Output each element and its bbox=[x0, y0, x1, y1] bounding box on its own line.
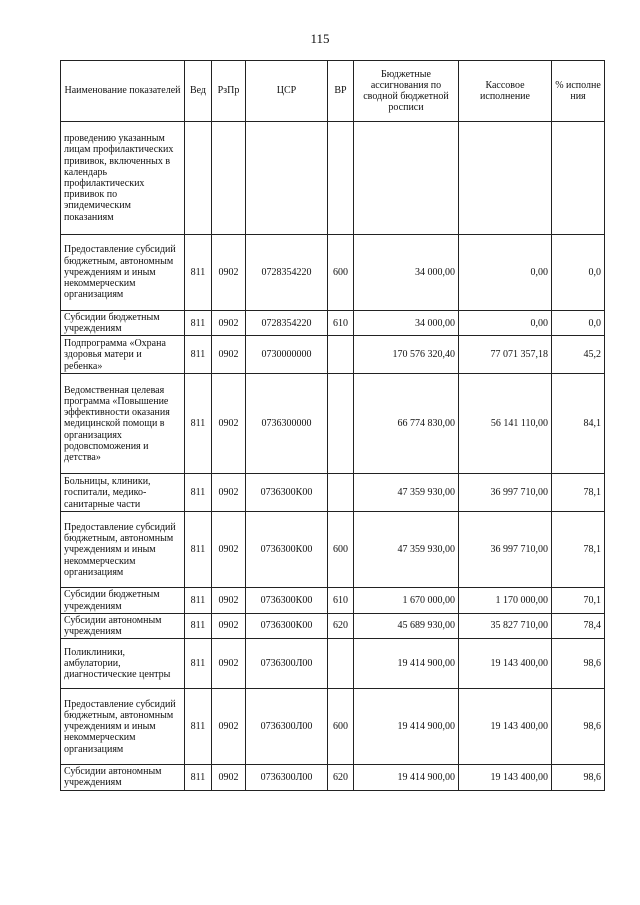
row-rzpr: 0902 bbox=[212, 512, 246, 588]
row-rzpr: 0902 bbox=[212, 235, 246, 311]
row-budget: 19 414 900,00 bbox=[354, 639, 459, 689]
row-percent: 78,1 bbox=[552, 474, 605, 512]
table-row bbox=[61, 122, 605, 235]
row-budget: 19 414 900,00 bbox=[354, 689, 459, 765]
row-csr: 0728354220 bbox=[246, 235, 328, 311]
row-vr: 620 bbox=[328, 613, 354, 638]
row-budget: 45 689 930,00 bbox=[354, 613, 459, 638]
row-percent: 78,1 bbox=[552, 512, 605, 588]
row-vr bbox=[328, 122, 354, 235]
row-budget: 47 359 930,00 bbox=[354, 512, 459, 588]
table-row bbox=[61, 311, 605, 336]
row-csr: 0736300К00 bbox=[246, 474, 328, 512]
row-rzpr: 0902 bbox=[212, 374, 246, 474]
row-cash: 36 997 710,00 bbox=[459, 474, 552, 512]
table-row bbox=[61, 765, 605, 790]
row-percent: 70,1 bbox=[552, 588, 605, 613]
row-rzpr: 0902 bbox=[212, 588, 246, 613]
row-ved bbox=[185, 122, 212, 235]
row-rzpr: 0902 bbox=[212, 311, 246, 336]
row-rzpr: 0902 bbox=[212, 613, 246, 638]
row-ved: 811 bbox=[185, 689, 212, 765]
row-cash: 0,00 bbox=[459, 311, 552, 336]
table-row bbox=[61, 613, 605, 638]
row-budget: 170 576 320,40 bbox=[354, 336, 459, 374]
row-vr bbox=[328, 639, 354, 689]
row-percent: 45,2 bbox=[552, 336, 605, 374]
row-cash: 19 143 400,00 bbox=[459, 689, 552, 765]
row-ved: 811 bbox=[185, 235, 212, 311]
row-name: проведению указанным лицам профилактических прививок, включенных в календарь профилактических прививок по эпидемическим показаниям bbox=[61, 122, 185, 235]
row-percent bbox=[552, 122, 605, 235]
row-csr: 0736300К00 bbox=[246, 613, 328, 638]
row-percent: 0,0 bbox=[552, 235, 605, 311]
row-rzpr: 0902 bbox=[212, 689, 246, 765]
row-budget bbox=[354, 122, 459, 235]
row-ved: 811 bbox=[185, 639, 212, 689]
row-cash: 35 827 710,00 bbox=[459, 613, 552, 638]
row-vr: 600 bbox=[328, 235, 354, 311]
row-percent: 98,6 bbox=[552, 689, 605, 765]
row-csr: 0736300Л00 bbox=[246, 639, 328, 689]
row-vr: 620 bbox=[328, 765, 354, 790]
row-cash: 19 143 400,00 bbox=[459, 639, 552, 689]
row-csr: 0736300Л00 bbox=[246, 765, 328, 790]
row-csr: 0728354220 bbox=[246, 311, 328, 336]
table-row bbox=[61, 374, 605, 474]
row-ved: 811 bbox=[185, 613, 212, 638]
header-ved: Вед bbox=[185, 61, 212, 122]
header-cash: Кассовое исполнение bbox=[459, 61, 552, 122]
header-vr: ВР bbox=[328, 61, 354, 122]
row-name: Подпрограмма «Охрана здоровья матери и ребенка» bbox=[61, 336, 185, 374]
row-ved: 811 bbox=[185, 765, 212, 790]
row-csr bbox=[246, 122, 328, 235]
row-name: Предоставление субсидий бюджетным, автономным учреждениям и иным некоммерческим организациям bbox=[61, 689, 185, 765]
table-row bbox=[61, 474, 605, 512]
table-row bbox=[61, 512, 605, 588]
row-percent: 98,6 bbox=[552, 765, 605, 790]
row-rzpr: 0902 bbox=[212, 336, 246, 374]
row-name: Предоставление субсидий бюджетным, автономным учреждениям и иным некоммерческим организациям bbox=[61, 512, 185, 588]
row-name: Предоставление субсидий бюджетным, автономным учреждениям и иным некоммерческим организациям bbox=[61, 235, 185, 311]
row-csr: 0736300Л00 bbox=[246, 689, 328, 765]
row-budget: 34 000,00 bbox=[354, 235, 459, 311]
header-name: Наименование показателей bbox=[61, 61, 185, 122]
row-name: Больницы, клиники, госпитали, медико-санитарные части bbox=[61, 474, 185, 512]
row-budget: 66 774 830,00 bbox=[354, 374, 459, 474]
row-cash: 56 141 110,00 bbox=[459, 374, 552, 474]
row-rzpr bbox=[212, 122, 246, 235]
row-budget: 1 670 000,00 bbox=[354, 588, 459, 613]
row-cash: 0,00 bbox=[459, 235, 552, 311]
table-header-row bbox=[61, 61, 605, 122]
row-budget: 19 414 900,00 bbox=[354, 765, 459, 790]
row-rzpr: 0902 bbox=[212, 765, 246, 790]
page-number: 115 bbox=[310, 31, 330, 46]
row-percent: 84,1 bbox=[552, 374, 605, 474]
row-vr bbox=[328, 336, 354, 374]
row-rzpr: 0902 bbox=[212, 474, 246, 512]
row-percent: 0,0 bbox=[552, 311, 605, 336]
row-percent: 78,4 bbox=[552, 613, 605, 638]
table-row bbox=[61, 588, 605, 613]
table-row bbox=[61, 336, 605, 374]
row-ved: 811 bbox=[185, 512, 212, 588]
row-csr: 0736300К00 bbox=[246, 588, 328, 613]
row-cash: 1 170 000,00 bbox=[459, 588, 552, 613]
row-budget: 47 359 930,00 bbox=[354, 474, 459, 512]
row-ved: 811 bbox=[185, 311, 212, 336]
row-cash: 77 071 357,18 bbox=[459, 336, 552, 374]
row-csr: 0736300000 bbox=[246, 374, 328, 474]
row-csr: 0736300К00 bbox=[246, 512, 328, 588]
table-row bbox=[61, 639, 605, 689]
header-budget: Бюджетные ассигнования по сводной бюджетной росписи bbox=[354, 61, 459, 122]
row-vr: 600 bbox=[328, 689, 354, 765]
row-name: Субсидии бюджетным учреждениям bbox=[61, 588, 185, 613]
row-ved: 811 bbox=[185, 474, 212, 512]
header-csr: ЦСР bbox=[246, 61, 328, 122]
budget-execution-table bbox=[60, 60, 605, 791]
row-ved: 811 bbox=[185, 336, 212, 374]
row-cash: 36 997 710,00 bbox=[459, 512, 552, 588]
table-row bbox=[61, 689, 605, 765]
header-percent: % исполне ния bbox=[552, 61, 605, 122]
row-csr: 0730000000 bbox=[246, 336, 328, 374]
row-name: Субсидии бюджетным учреждениям bbox=[61, 311, 185, 336]
row-cash bbox=[459, 122, 552, 235]
row-name: Поликлиники, амбулатории, диагностические центры bbox=[61, 639, 185, 689]
row-name: Ведомственная целевая программа «Повышение эффективности оказания медицинской помощи в организациях родовспоможения и детства» bbox=[61, 374, 185, 474]
row-cash: 19 143 400,00 bbox=[459, 765, 552, 790]
row-vr: 610 bbox=[328, 311, 354, 336]
row-vr bbox=[328, 374, 354, 474]
row-name: Субсидии автономным учреждениям bbox=[61, 765, 185, 790]
row-vr: 600 bbox=[328, 512, 354, 588]
header-rzpr: РзПр bbox=[212, 61, 246, 122]
row-vr bbox=[328, 474, 354, 512]
row-percent: 98,6 bbox=[552, 639, 605, 689]
row-name: Субсидии автономным учреждениям bbox=[61, 613, 185, 638]
row-vr: 610 bbox=[328, 588, 354, 613]
table-row bbox=[61, 235, 605, 311]
row-rzpr: 0902 bbox=[212, 639, 246, 689]
row-budget: 34 000,00 bbox=[354, 311, 459, 336]
row-ved: 811 bbox=[185, 374, 212, 474]
row-ved: 811 bbox=[185, 588, 212, 613]
